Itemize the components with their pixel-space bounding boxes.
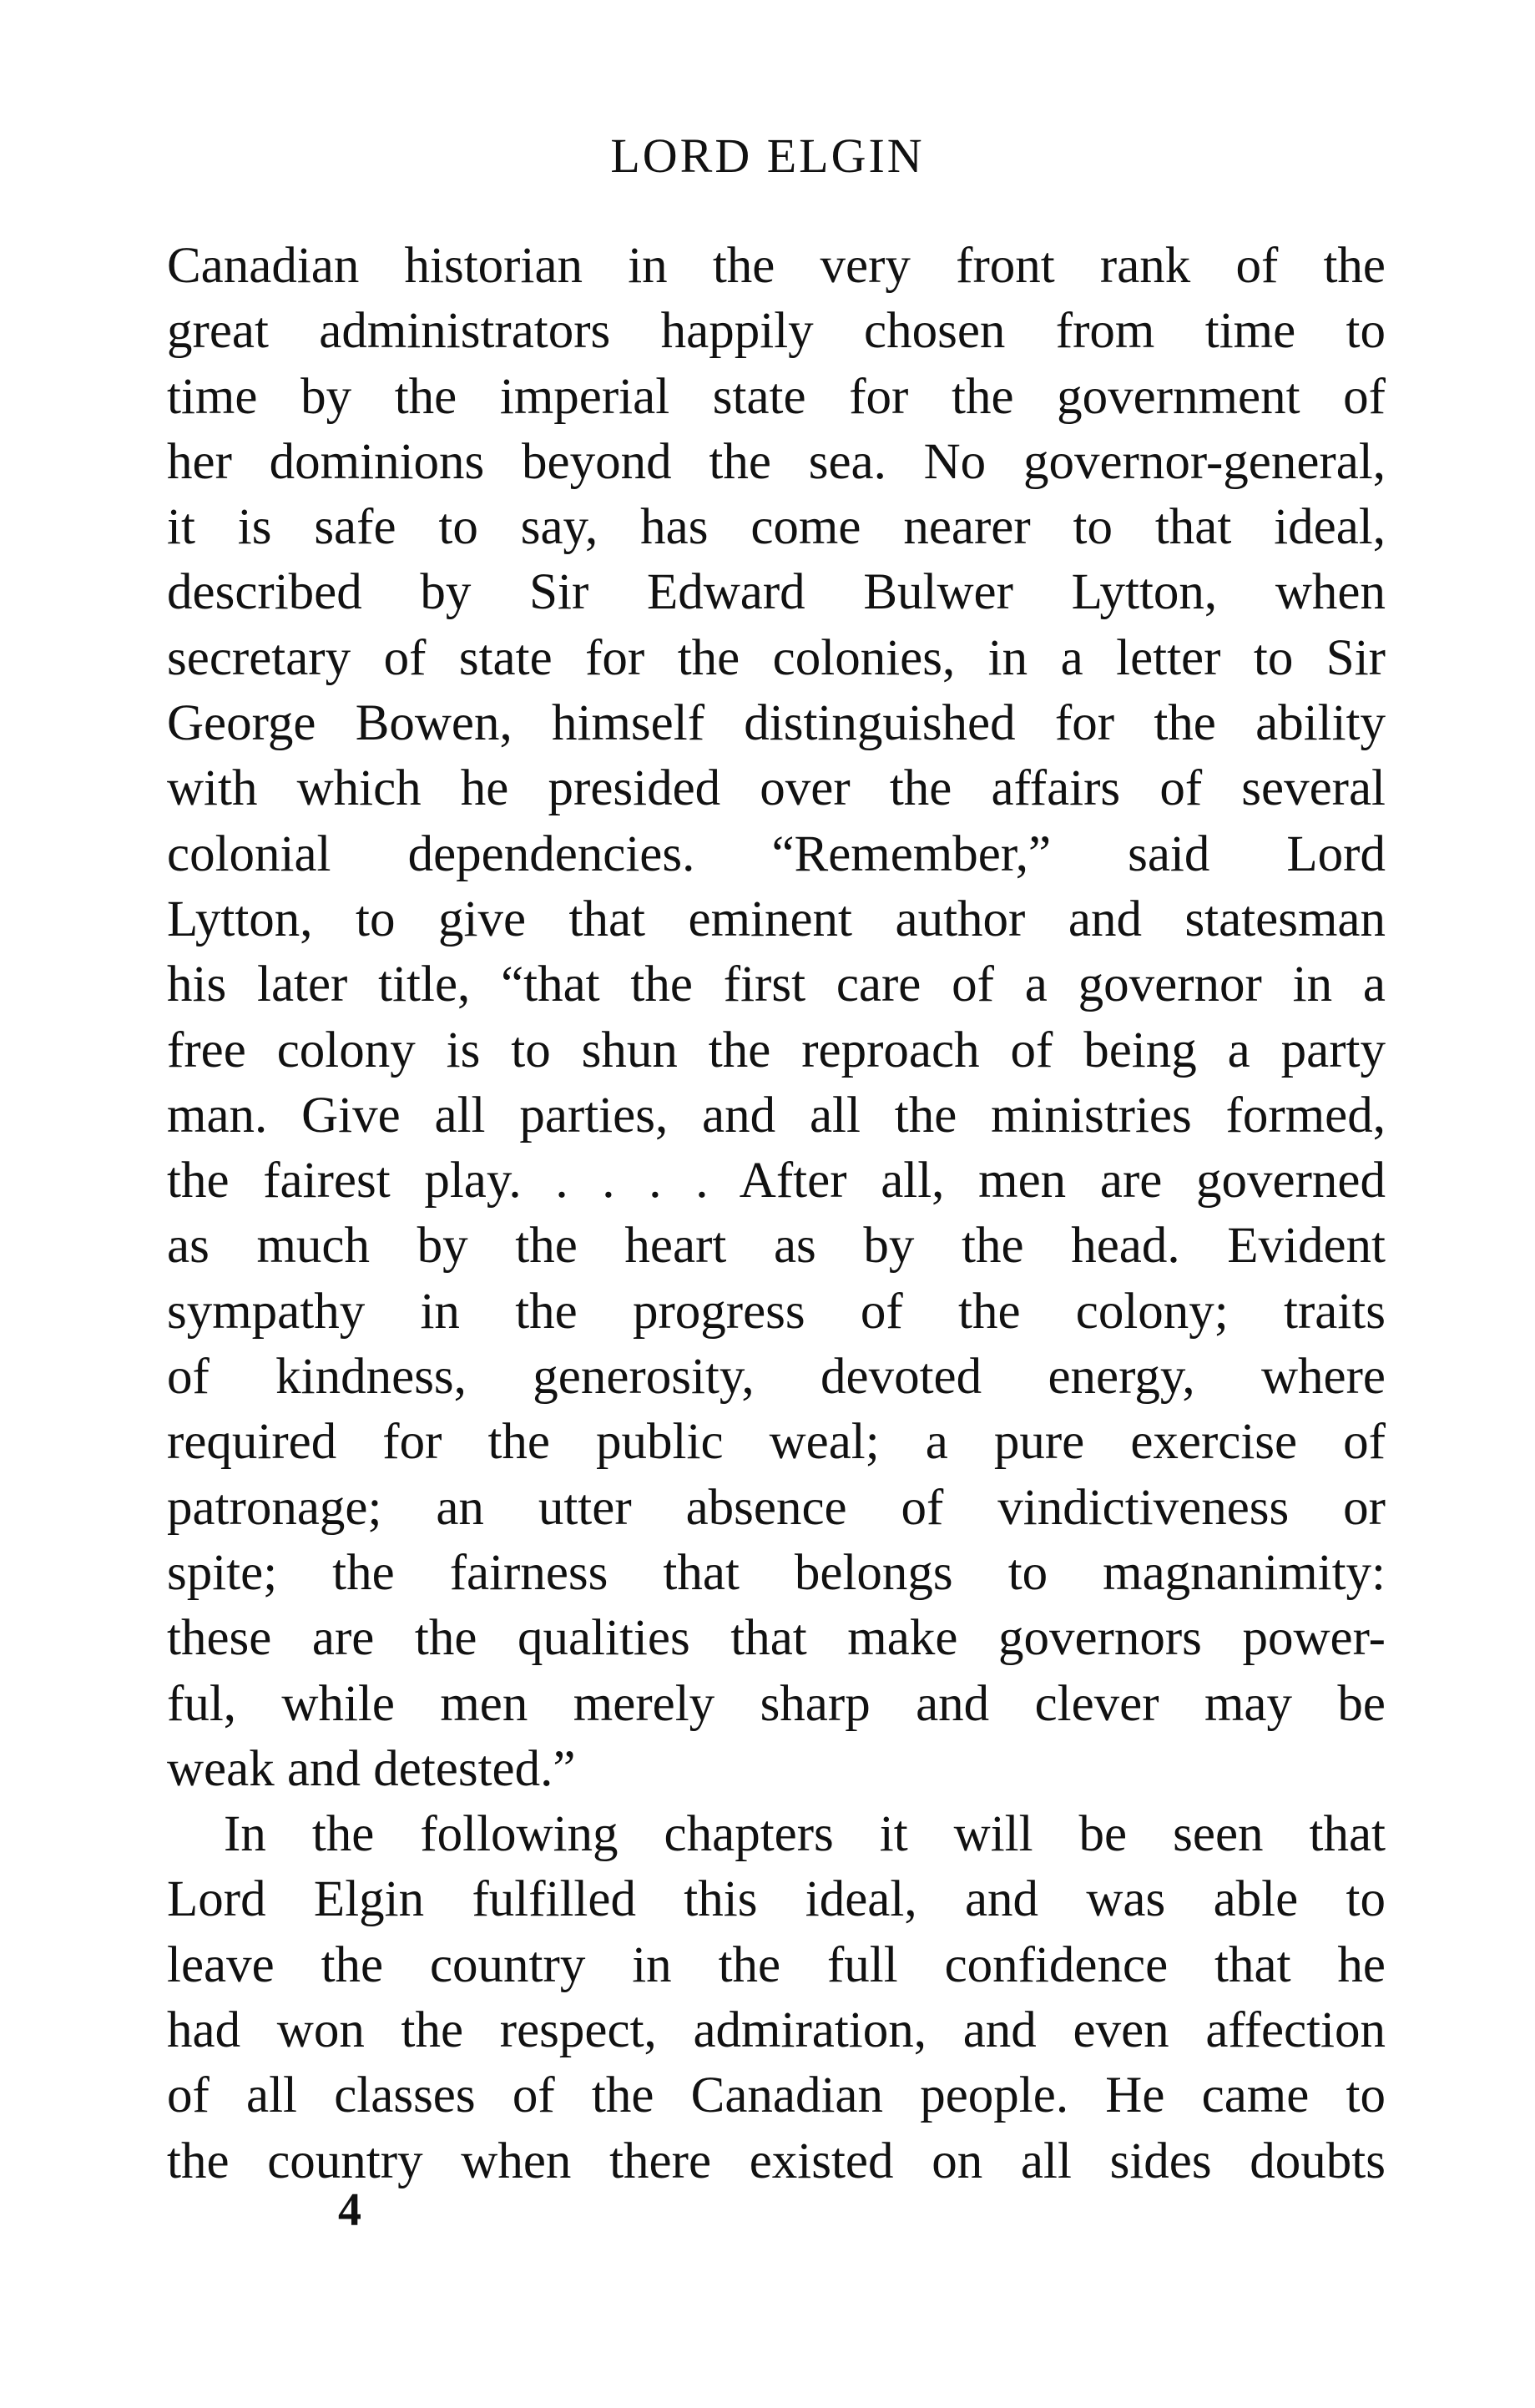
text-line: these are the qualities that make governors power- [167,1610,1386,1667]
text-line: patronage; an utter absence of vindictiveness or [167,1479,1386,1536]
body-text [167,234,1386,2194]
text-line: Lytton, to give that eminent author and statesman [167,891,1386,947]
text-line: In the following chapters it will be seen that [224,1806,1386,1863]
text-line: secretary of state for the colonies, in a letter to Sir [167,629,1386,686]
text-line: colonial dependencies. “Remember,” said Lord [167,825,1386,882]
text-line: great administrators happily chosen from time to [167,303,1386,360]
text-line: leave the country in the full confidence that he [167,1936,1386,1993]
text-line: described by Sir Edward Bulwer Lytton, when [167,564,1386,621]
text-line: man. Give all parties, and all the ministries formed, [167,1087,1386,1143]
text-line: it is safe to say, has come nearer to that ideal, [167,499,1386,556]
page-number: 4 [338,2184,361,2236]
text-line: her dominions beyond the sea. No governor-general, [167,433,1386,490]
text-line: the fairest play. . . . . After all, men are governed [167,1153,1386,1209]
text-line: weak and detested.” [167,1740,576,1797]
text-line: of kindness, generosity, devoted energy, where [167,1349,1386,1406]
text-line: as much by the heart as by the head. Evident [167,1218,1386,1275]
text-line: time by the imperial state for the government of [167,368,1386,425]
text-line: Canadian historian in the very front rank of the [167,238,1386,294]
text-line: Lord Elgin fulfilled this ideal, and was able to [167,1871,1386,1928]
text-line: ful, while men merely sharp and clever may be [167,1675,1386,1732]
text-line: of all classes of the Canadian people. He came to [167,2067,1386,2124]
text-line: had won the respect, admiration, and even affection [167,2002,1386,2059]
text-line: George Bowen, himself distinguished for the ability [167,695,1386,752]
text-line: spite; the fairness that belongs to magnanimity: [167,1544,1386,1601]
running-head: LORD ELGIN [610,129,925,183]
text-line: sympathy in the progress of the colony; traits [167,1283,1386,1340]
text-line: with which he presided over the affairs of several [167,760,1386,817]
text-line: free colony is to shun the reproach of being a party [167,1022,1386,1078]
text-line: his later title, “that the first care of a governor in a [167,957,1386,1013]
text-line: required for the public weal; a pure exercise of [167,1414,1386,1471]
text-line: the country when there existed on all sides doubts [167,2133,1386,2189]
